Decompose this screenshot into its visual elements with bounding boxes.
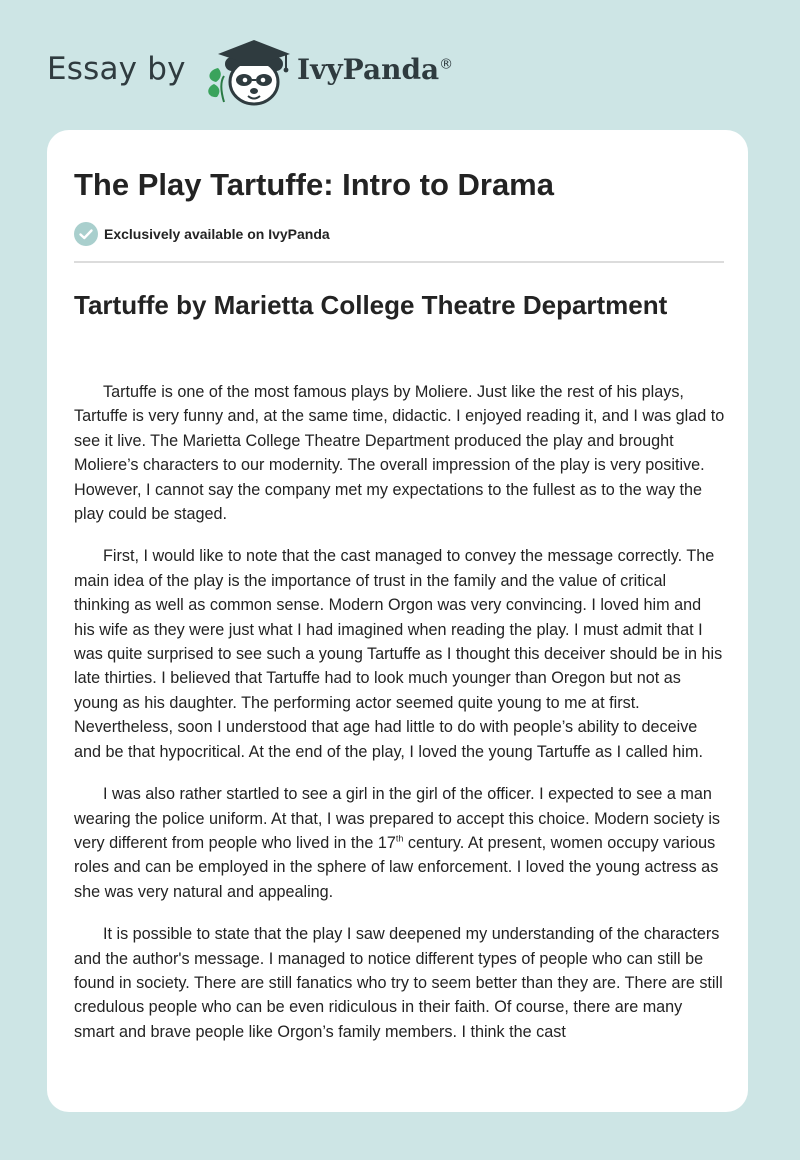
panda-graduate-logo-icon	[202, 30, 292, 110]
paragraph: I was also rather startled to see a girl in the girl of the officer. I expected to see a man wearing the police uniform. At that, I was prepared to accept this choice. Modern society is very different from people who lived in the 17th century. At present, women occupy various roles and can be employed in the sphere of law enforcement. I loved the young actress as she was very natural and appealing.	[74, 785, 721, 901]
check-circle-icon	[74, 222, 98, 246]
essay-title: The Play Tartuffe: Intro to Drama	[74, 167, 554, 202]
paragraph: It is possible to state that the play I saw deepened my understanding of the characters and the author's message. I managed to notice different types of people who can still be found in society. There are still fanatics who try to seem better than they are. There are still credulous people who can be even ridiculous in their faith. Of course, there are many smart and brave people like Orgon’s family members. I think the cast	[74, 925, 723, 1041]
site-brand[interactable]	[47, 30, 507, 110]
essay-body	[74, 380, 726, 1062]
brand-name: IvyPanda®	[297, 53, 454, 86]
badge-text: Exclusively available on IvyPanda	[104, 226, 330, 242]
registered-mark: ®	[439, 56, 454, 73]
paragraph: First, I would like to note that the cast managed to convey the message correctly. The main idea of the play is the importance of trust in the family and the value of critical thinking as well as common sense. Modern Orgon was very convincing. I loved him and his wife as they were just what I had imagined when reading the play. I must admit that I was quite surprised to see such a young Tartuffe as I thought this deceiver should be in his late thirties. I believed that Tartuffe had to look much younger than Oregon but not as young as his daughter. The performing actor seemed quite young to me at first. Nevertheless, soon I understood that age had little to do with people’s ability to deceive and be that hypocritical. At the end of the play, I loved the young Tartuffe as I called him.	[74, 547, 723, 761]
paragraph: Tartuffe is one of the most famous plays by Moliere. Just like the rest of his plays, Tartuffe is very funny and, at the same time, didactic. I enjoyed reading it, and I was glad to see it live. The Marietta College Theatre Department produced the play and brought Moliere’s characters to our modernity. The overall impression of the play is very positive. However, I cannot say the company met my expectations to the fullest as to the way the play could be staged.	[74, 383, 725, 524]
essay-card	[47, 130, 748, 1112]
brand-prefix: Essay by	[47, 51, 186, 87]
divider	[74, 261, 724, 263]
section-heading: Tartuffe by Marietta College Theatre Department	[74, 290, 668, 320]
ordinal-superscript: th	[395, 833, 404, 844]
exclusive-badge	[74, 221, 330, 247]
